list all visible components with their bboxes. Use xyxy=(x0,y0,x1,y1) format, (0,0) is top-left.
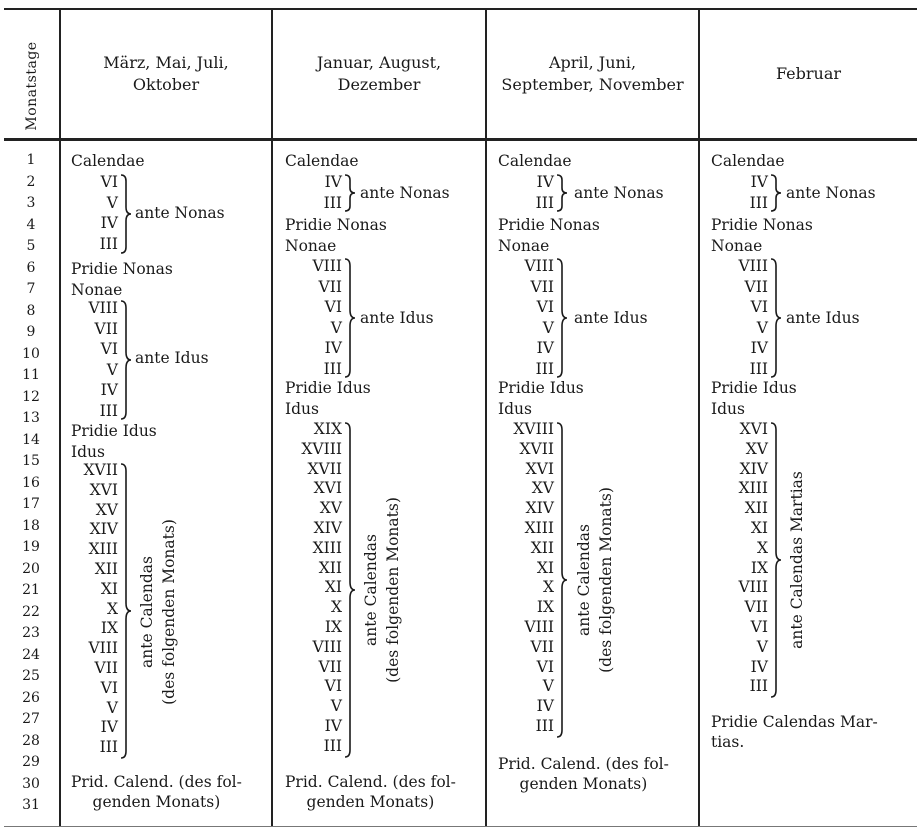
day-number: 8 xyxy=(26,303,36,319)
des-folgenden-monats-label: (des folgenden Monats) xyxy=(597,487,615,673)
calendae: Calendae xyxy=(711,152,785,170)
bottom-rule xyxy=(4,826,917,827)
header-februar: Februar xyxy=(775,64,842,83)
pridie-nonas: Pridie Nonas xyxy=(498,216,600,234)
header-monatstage: Monatstage xyxy=(24,41,40,131)
idus-day-list: VIII VII VI V IV III xyxy=(88,299,118,420)
idus: Idus xyxy=(71,443,105,461)
day-number: 31 xyxy=(22,797,40,813)
idus: Idus xyxy=(711,400,745,418)
ante-nonas-label: ante Nonas xyxy=(360,184,450,202)
calendae: Calendae xyxy=(498,152,572,170)
brace xyxy=(556,258,568,378)
day-number: 27 xyxy=(22,711,40,727)
ante-idus-label: ante Idus xyxy=(574,309,648,327)
day-number: 26 xyxy=(22,690,40,706)
header-april-juni-september-november: April, Juni, September, November xyxy=(501,53,684,94)
brace xyxy=(556,422,568,738)
ante-idus-label: ante Idus xyxy=(786,309,860,327)
calendas-day-list: XIX XVIII XVII XVI XV XIV XIII XII XI X IX VIII VII VI V IV III xyxy=(301,420,342,755)
header-rule xyxy=(4,138,917,141)
ante-nonas-label: ante Nonas xyxy=(135,204,225,222)
brace xyxy=(344,174,356,212)
day-number: 9 xyxy=(26,324,36,340)
pridie-nonas: Pridie Nonas xyxy=(71,260,173,278)
brace xyxy=(344,422,356,758)
day-number: 3 xyxy=(26,195,36,211)
ante-idus-label: ante Idus xyxy=(360,309,434,327)
nonas-day-list: IV III xyxy=(535,173,554,212)
ante-nonas-label: ante Nonas xyxy=(786,184,876,202)
pridie-idus: Pridie Idus xyxy=(711,379,797,397)
brace xyxy=(770,422,782,698)
nonas-day-list: IV III xyxy=(323,173,342,212)
day-number: 5 xyxy=(26,238,36,254)
calendas-day-list: XVII XVI XV XIV XIII XII XI X IX VIII VII VI V IV III xyxy=(83,461,118,757)
day-number: 13 xyxy=(22,410,40,426)
day-number: 14 xyxy=(22,432,40,448)
prid-calend: Prid. Calend. (des fol- genden Monats) xyxy=(285,773,456,811)
header-maerz-mai-juli-oktober: März, Mai, Juli, Oktober xyxy=(103,53,229,94)
calendas-day-list: XVI XV XIV XIII XII XI X IX VIII VII VI V IV III xyxy=(738,420,768,696)
header-januar-august-dezember: Januar, August, Dezember xyxy=(316,53,442,94)
idus-day-list: VIII VII VI V IV III xyxy=(524,257,554,378)
day-number: 30 xyxy=(22,776,40,792)
day-number: 17 xyxy=(22,496,40,512)
pridie-nonas: Pridie Nonas xyxy=(711,216,813,234)
des-folgenden-monats-label: (des folgenden Monats) xyxy=(384,497,402,683)
day-number: 23 xyxy=(22,625,40,641)
idus-day-list: VIII VII VI V IV III xyxy=(738,257,768,378)
prid-calend: Prid. Calend. (des fol- genden Monats) xyxy=(71,773,242,811)
nonae: Nonae xyxy=(71,281,123,299)
ante-calendas-label: ante Calendas xyxy=(575,524,593,636)
day-number: 24 xyxy=(22,647,40,663)
ante-idus-label: ante Idus xyxy=(135,349,209,367)
des-folgenden-monats-label: (des folgenden Monats) xyxy=(160,519,178,705)
day-number: 2 xyxy=(26,174,36,190)
brace xyxy=(120,174,132,254)
day-number: 1 xyxy=(26,152,36,168)
day-number: 11 xyxy=(22,367,40,383)
pridie-idus: Pridie Idus xyxy=(71,422,157,440)
nonas-day-list: IV III xyxy=(749,173,768,212)
brace xyxy=(770,174,782,212)
day-number: 16 xyxy=(22,475,40,491)
brace xyxy=(556,174,568,212)
day-number: 29 xyxy=(22,754,40,770)
pridie-calendas-martias: Pridie Calendas Mar- tias. xyxy=(711,713,878,751)
day-number: 28 xyxy=(22,733,40,749)
calendas-day-list: XVIII XVII XVI XV XIV XIII XII XI X IX VIII VII VI V IV III xyxy=(513,420,554,735)
pridie-nonas: Pridie Nonas xyxy=(285,216,387,234)
prid-calend: Prid. Calend. (des fol- genden Monats) xyxy=(498,755,669,793)
day-number: 25 xyxy=(22,668,40,684)
brace xyxy=(120,300,132,420)
nonae: Nonae xyxy=(498,237,550,255)
nonas-day-list: VI V IV III xyxy=(99,173,118,253)
day-number: 15 xyxy=(22,453,40,469)
ante-calendas-label: ante Calendas xyxy=(362,534,380,646)
idus: Idus xyxy=(285,400,319,418)
calendae: Calendae xyxy=(285,152,359,170)
ante-nonas-label: ante Nonas xyxy=(574,184,664,202)
day-number: 7 xyxy=(26,281,36,297)
nonae: Nonae xyxy=(285,237,337,255)
day-number: 21 xyxy=(22,582,40,598)
brace xyxy=(344,258,356,378)
nonae: Nonae xyxy=(711,237,763,255)
idus-day-list: VIII VII VI V IV III xyxy=(312,257,342,378)
ante-calendas-martias-label: ante Calendas Martias xyxy=(788,471,806,649)
day-number: 12 xyxy=(22,389,40,405)
brace xyxy=(120,463,132,759)
day-number: 19 xyxy=(22,539,40,555)
day-number: 20 xyxy=(22,561,40,577)
pridie-idus: Pridie Idus xyxy=(285,379,371,397)
idus: Idus xyxy=(498,400,532,418)
brace xyxy=(770,258,782,378)
day-number: 18 xyxy=(22,518,40,534)
ante-calendas-label: ante Calendas xyxy=(138,556,156,668)
calendae: Calendae xyxy=(71,152,145,170)
pridie-idus: Pridie Idus xyxy=(498,379,584,397)
day-number: 10 xyxy=(22,346,40,362)
day-number: 6 xyxy=(26,260,36,276)
day-number: 4 xyxy=(26,217,36,233)
day-number: 22 xyxy=(22,604,40,620)
